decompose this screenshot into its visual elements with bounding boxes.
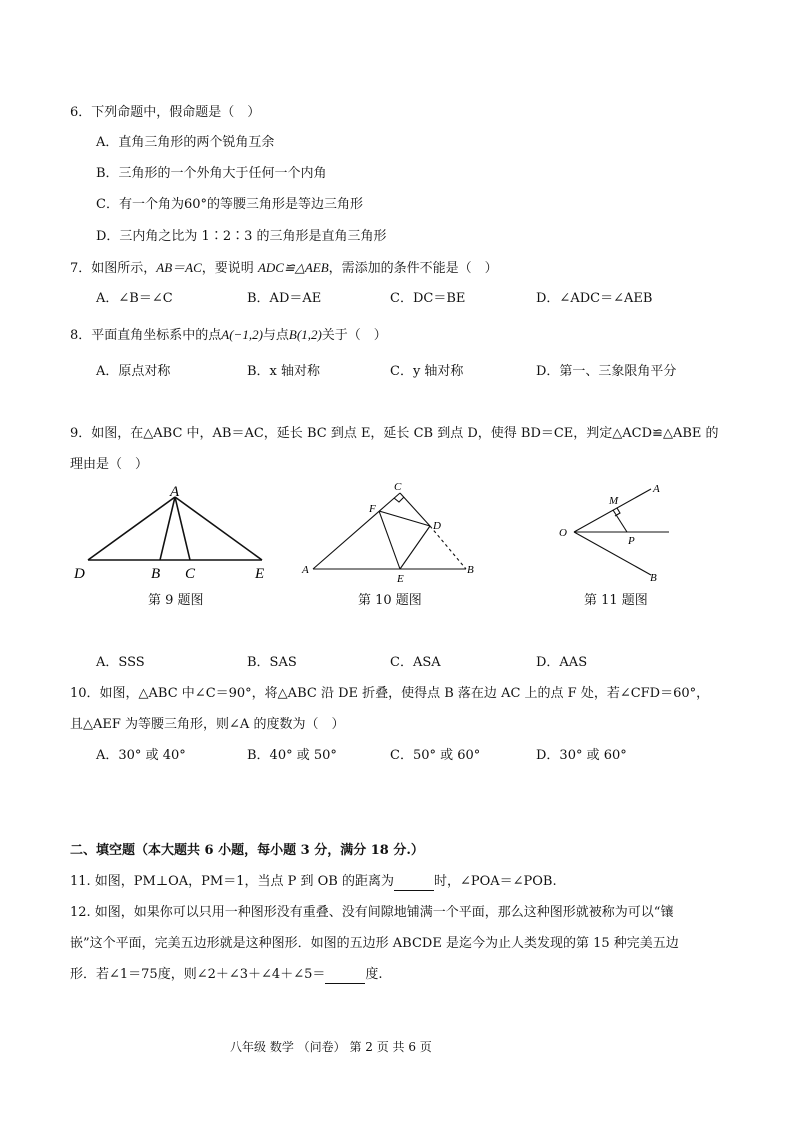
q12-line3-suffix: 度. (365, 967, 383, 982)
q8-point-a: A(−1,2) (221, 327, 263, 342)
q8-option-d: D．第一、三象限角平分 (536, 364, 677, 379)
q12-line3 (70, 966, 383, 984)
q9-option-d: D．AAS (536, 655, 588, 670)
figure-11 (555, 478, 680, 586)
q7-stem-prefix: 7．如图所示， (70, 261, 157, 276)
fig9-label-c: C (185, 566, 196, 582)
fig11-caption: 第 11 题图 (584, 593, 648, 608)
q7-option-b: B．AD＝AE (247, 291, 322, 306)
q6-option-d: D．三内角之比为 1∶2∶3 的三角形是直角三角形 (96, 229, 387, 244)
fig10-label-b: B (467, 564, 474, 576)
fig9-caption: 第 9 题图 (148, 593, 204, 608)
q7-stem-triangles: ADC≌△AEB (257, 260, 329, 275)
q6-stem: 6．下列命题中，假命题是（ ） (70, 105, 261, 120)
q8-stem (70, 326, 387, 345)
q10-option-c: C．50° 或 60° (390, 748, 481, 763)
q10-option-b: B．40° 或 50° (247, 748, 337, 763)
q9-stem-line2: 理由是（ ） (70, 457, 149, 472)
q6-option-b: B．三角形的一个外角大于任何一个内角 (96, 166, 327, 181)
fig9-label-e: E (255, 566, 265, 582)
q8-stem-suffix: 关于（ ） (321, 328, 387, 343)
fig10-caption: 第 10 题图 (358, 593, 422, 608)
q9-stem-line1: 9．如图，在△ABC 中，AB＝AC，延长 BC 到点 E，延长 CB 到点 D，使得 BD＝CE，判定△ACD≌△ABE 的 (70, 426, 719, 441)
q9-option-b: B．SAS (247, 655, 297, 670)
q7-stem-condition: AB＝AC (156, 260, 202, 275)
q10-stem-line1: 10．如图，△ABC 中∠C＝90°，将△ABC 沿 DE 折叠，使得点 B 落在边 AC 上的点 F 处，若∠CFD＝60°， (70, 686, 710, 701)
fig10-label-d: D (433, 520, 441, 532)
fig10-label-f: F (369, 503, 376, 515)
fig10-label-c: C (394, 481, 402, 493)
fig11-label-p: P (628, 535, 635, 547)
fig9-label-d: D (74, 566, 85, 582)
q8-stem-prefix: 8．平面直角坐标系中的点 (70, 328, 222, 343)
q6-option-a: A．直角三角形的两个锐角互余 (96, 135, 275, 150)
q8-option-a: A．原点对称 (96, 364, 171, 379)
q12-answer-blank[interactable] (325, 969, 365, 984)
q7-stem (70, 259, 498, 278)
q7-option-c: C．DC＝BE (390, 291, 466, 306)
q11-answer-blank[interactable] (394, 876, 434, 891)
q11-suffix: 时，∠POA＝∠POB. (433, 874, 557, 889)
q12-line3-prefix: 形．若∠1＝75度，则∠2＋∠3＋∠4＋∠5＝ (70, 967, 326, 982)
section-2-heading: 二、填空题（本大题共 6 小题，每小题 3 分，满分 18 分.） (70, 843, 424, 858)
fig10-label-e: E (397, 573, 404, 584)
fig11-label-b: B (650, 572, 657, 584)
fig11-label-o: O (559, 527, 567, 539)
q11-stem (70, 873, 557, 891)
fig11-label-a: A (653, 483, 660, 495)
page-footer: 八年级 数学 （问卷） 第 2 页 共 6 页 (230, 1040, 432, 1054)
q10-stem-line2: 且△AEF 为等腰三角形，则∠A 的度数为（ ） (70, 717, 345, 732)
q12-line2: 嵌”这个平面，完美五边形就是这种图形．如图的五边形 ABCDE 是迄今为止人类发现的第 15 种完美五边 (70, 936, 679, 951)
q8-option-c: C．y 轴对称 (390, 364, 464, 379)
q9-option-c: C．ASA (390, 655, 441, 670)
fig9-label-b: B (151, 566, 161, 582)
q6-option-c: C．有一个角为60°的等腰三角形是等边三角形 (96, 197, 363, 212)
q9-option-a: A．SSS (96, 655, 145, 670)
q7-option-a: A．∠B＝∠C (96, 291, 173, 306)
fig9-label-a: A (170, 484, 180, 500)
q7-stem-suffix: ，需添加的条件不能是（ ） (328, 261, 498, 276)
q10-option-a: A．30° 或 40° (96, 748, 186, 763)
fig10-label-a: A (302, 564, 309, 576)
figure-10 (298, 476, 483, 584)
fig11-label-m: M (609, 495, 619, 507)
q11-prefix: 11. 如图，PM⊥OA，PM＝1，当点 P 到 OB 的距离为 (70, 874, 394, 889)
figure-9 (70, 480, 280, 585)
q8-option-b: B．x 轴对称 (247, 364, 321, 379)
q12-line1: 12. 如图，如果你可以只用一种图形没有重叠、没有间隙地铺满一个平面，那么这种图形就被称为可以“镶 (70, 905, 674, 920)
q10-option-d: D．30° 或 60° (536, 748, 627, 763)
q7-option-d: D．∠ADC＝∠AEB (536, 291, 653, 306)
q7-stem-mid: ，要说明 (201, 261, 254, 276)
q8-stem-mid: 与点 (262, 328, 289, 343)
q8-point-b: B(1,2) (288, 327, 322, 342)
